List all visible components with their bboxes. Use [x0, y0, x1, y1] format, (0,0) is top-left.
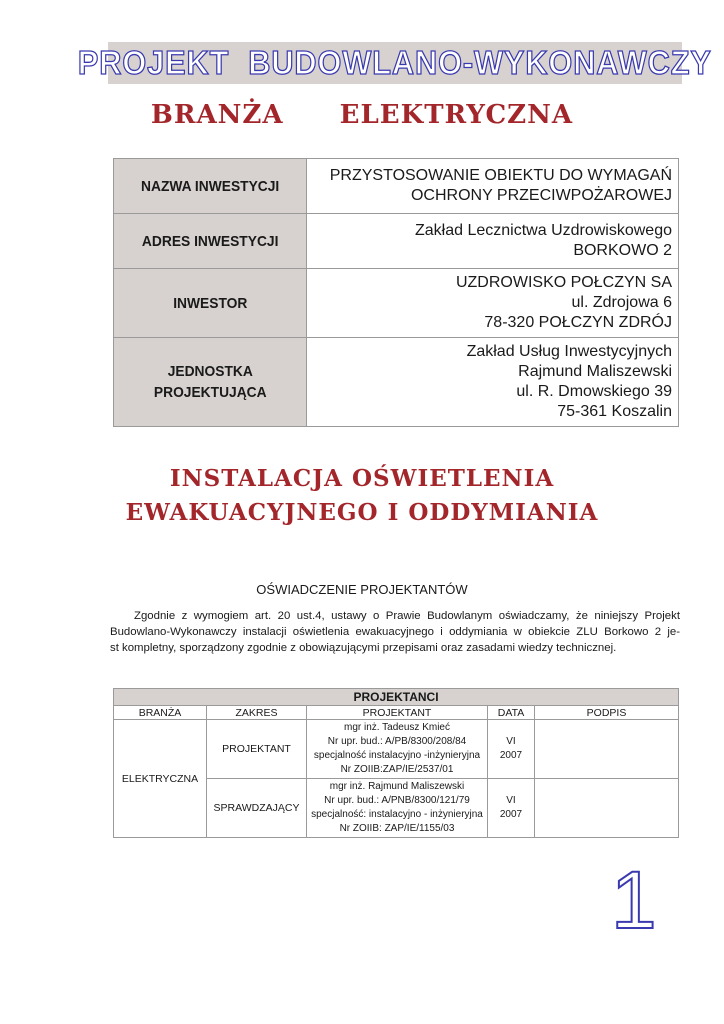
branch-cell: ELEKTRYCZNA [114, 720, 207, 838]
signature-cell [535, 720, 679, 779]
designers-table [113, 688, 679, 838]
column-header: BRANŻA [114, 706, 207, 720]
info-row-investor [114, 269, 679, 338]
info-label: NAZWA INWESTYCJI [114, 159, 307, 214]
info-label: JEDNOSTKA PROJEKTUJĄCA [114, 338, 307, 427]
designer-details: mgr inż. Rajmund Maliszewski Nr upr. bud.: A/PNB/8300/121/79 specjalność: instalacyjno - inżynieryjna Nr ZOIIB: ZAP/IE/1155/03 [307, 779, 488, 838]
info-row-name [114, 159, 679, 214]
info-row-designer-unit [114, 338, 679, 427]
investment-info-table [113, 158, 679, 427]
info-value: PRZYSTOSOWANIE OBIEKTU DO WYMAGAŃ OCHRONY PRZECIWPOŻAROWEJ [307, 159, 679, 214]
info-label: ADRES INWESTYCJI [114, 214, 307, 269]
signature-cell [535, 779, 679, 838]
declaration-text: Zgodnie z wymogiem art. 20 ust.4, ustawy o Prawie Budowlanym oświadczamy, że niniejszy Projekt Budowlano-Wykonawczy instalacji oświetlenia ewakuacyjnego i oddymiania w obiekcie ZLU Borkowo 2 je- st kompletny, sporządzony zgodnie z obowiązującymi przepisami oraz zasadami wiedzy technicznej. [110, 610, 680, 654]
header-banner [78, 42, 712, 84]
scope-cell: SPRAWDZAJĄCY [207, 779, 307, 838]
designer-row [114, 720, 679, 779]
date-cell: VI 2007 [488, 720, 535, 779]
info-value: Zakład Lecznictwa Uzdrowiskowego BORKOWO 2 [307, 214, 679, 269]
column-header: ZAKRES [207, 706, 307, 720]
scope-cell: PROJEKTANT [207, 720, 307, 779]
branch-title: BRANŻA ELEKTRYCZNA [150, 100, 574, 130]
designers-heading: PROJEKTANCI [114, 689, 679, 706]
column-header: PROJEKTANT [307, 706, 488, 720]
info-value: Zakład Usług Inwestycyjnych Rajmund Maliszewski ul. R. Dmowskiego 39 75-361 Koszalin [307, 338, 679, 427]
declaration-title: OŚWIADCZENIE PROJEKTANTÓW [256, 582, 468, 597]
subject-title-line-2: EWAKUACYJNEGO I ODDYMIANIA [125, 499, 599, 526]
designers-column-headers [114, 706, 679, 720]
column-header: PODPIS [535, 706, 679, 720]
info-row-address [114, 214, 679, 269]
info-label: INWESTOR [114, 269, 307, 338]
subject-title-line-1: INSTALACJA OŚWIETLENIA [169, 465, 555, 492]
designer-details: mgr inż. Tadeusz Kmieć Nr upr. bud.: A/PB/8300/208/84 specjalność instalacyjno -inżynieryjna Nr ZOIIB:ZAP/IE/2537/01 [307, 720, 488, 779]
date-cell: VI 2007 [488, 779, 535, 838]
page-number: 1 [611, 855, 657, 946]
banner-title: PROJEKT BUDOWLANO-WYKONAWCZY [78, 44, 712, 81]
info-value: UZDROWISKO POŁCZYN SA ul. Zdrojowa 6 78-320 POŁCZYN ZDRÓJ [307, 269, 679, 338]
column-header: DATA [488, 706, 535, 720]
